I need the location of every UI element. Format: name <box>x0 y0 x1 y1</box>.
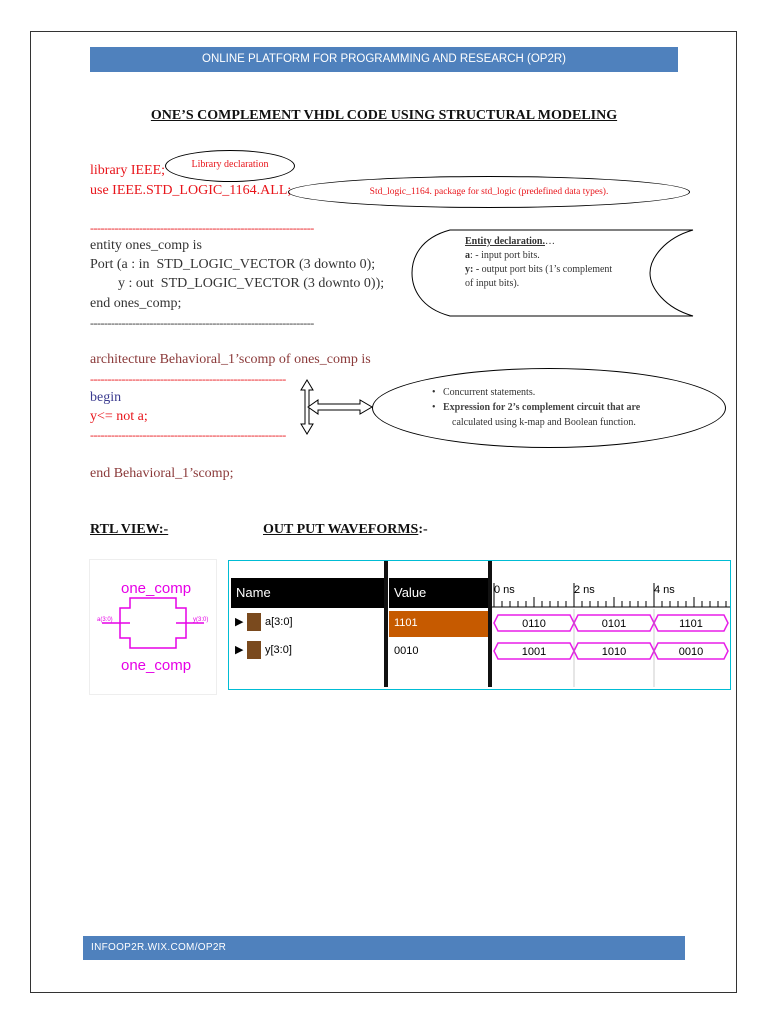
tick-label: 4 ns <box>654 584 675 596</box>
divider-dash: -------------------------------------------------------- <box>90 428 286 442</box>
bus-segment-label: 1001 <box>521 646 547 658</box>
entity-note-a: : - input port bits. <box>470 250 540 261</box>
signal-value-cell <box>389 639 488 665</box>
col-value-header: Value <box>389 578 488 608</box>
code-architecture: architecture Behavioral_1’scomp of ones_comp is <box>90 352 371 367</box>
entity-note-title: Entity declaration. <box>465 236 545 247</box>
concurrent-note-2: Expression for 2’s complement circuit that are <box>443 402 641 413</box>
signal-name: a[3:0] <box>265 616 293 628</box>
signal-value: 0010 <box>394 645 419 657</box>
rtl-view <box>90 560 216 694</box>
code-end: end Behavioral_1’scomp; <box>90 466 234 481</box>
entity-note-title-suffix: … <box>545 236 555 247</box>
bus-icon <box>247 641 261 659</box>
library-note-ellipse <box>165 150 295 182</box>
page-title: ONE’S COMPLEMENT VHDL CODE USING STRUCTURAL MODELING <box>150 108 618 123</box>
package-note-ellipse <box>288 176 690 208</box>
bus-segment-label: 1010 <box>601 646 627 658</box>
header-banner: ONLINE PLATFORM FOR PROGRAMMING AND RESEARCH (OP2R) <box>90 47 678 72</box>
bullet-icon: • <box>432 402 436 413</box>
divider-dash: ---------------------------------------------------------------- <box>90 221 314 235</box>
code-entity-4: end ones_comp; <box>90 296 182 311</box>
signal-value-cell <box>389 611 488 637</box>
concurrent-note-1: Concurrent statements. <box>443 387 536 398</box>
bus-segment-label: 1101 <box>679 618 703 630</box>
code-begin: begin <box>90 390 122 405</box>
concurrent-note-3: calculated using k-map and Boolean function. <box>452 417 636 428</box>
bus-segment-label: 0101 <box>601 618 627 630</box>
waveform-viewer <box>228 560 731 690</box>
waveform-traces <box>492 609 730 687</box>
rtl-port-in: a(3:0) <box>97 617 113 623</box>
library-note: Library declaration <box>191 159 269 170</box>
entity-note-y-label: y: - <box>465 264 480 275</box>
footer-banner: INFOOP2R.WIX.COM/OP2R <box>83 936 685 960</box>
arrow-connector <box>298 378 378 438</box>
tick-label: 0 ns <box>494 584 515 596</box>
divider-dash: -------------------------------------------------------- <box>90 372 286 386</box>
col-name-header: Name <box>231 578 385 608</box>
rtl-bottom-label: one_comp <box>121 657 192 674</box>
code-library: library IEEE; <box>90 163 166 178</box>
expand-arrow-icon[interactable]: ▶ <box>235 616 244 628</box>
time-ruler <box>492 579 730 609</box>
code-entity-1: entity ones_comp is <box>90 238 202 253</box>
code-entity-3: y : out STD_LOGIC_VECTOR (3 downto 0)); <box>90 276 385 291</box>
entity-note <box>465 235 645 291</box>
bus-segment-label: 0010 <box>678 646 704 658</box>
code-statement: y<= not a; <box>90 409 148 424</box>
signal-value: 1101 <box>394 617 418 629</box>
signal-name: y[3:0] <box>265 644 292 656</box>
expand-arrow-icon[interactable]: ▶ <box>235 644 244 656</box>
package-note: Std_logic_1164. package for std_logic (predefined data types). <box>369 187 609 197</box>
concurrent-note <box>432 385 692 430</box>
waveform-label-suffix: :- <box>418 522 428 537</box>
code-use: use IEEE.STD_LOGIC_1164.ALL; <box>90 183 292 198</box>
bullet-icon: • <box>432 387 436 398</box>
rtl-port-out: y(3:0) <box>193 617 209 623</box>
bus-segment-label: 0110 <box>522 618 546 630</box>
rtl-top-label: one_comp <box>121 580 192 597</box>
entity-note-y: output port bits (1’s complement <box>479 264 613 275</box>
signal-row-y[interactable] <box>231 639 385 665</box>
tick-label: 2 ns <box>574 584 595 596</box>
signal-row-a[interactable] <box>231 611 385 637</box>
entity-note-y2: of input bits). <box>465 278 520 289</box>
bus-icon <box>247 613 261 631</box>
divider-dash: ---------------------------------------------------------------- <box>90 316 314 330</box>
waveform-label-text: OUT PUT WAVEFORMS <box>263 522 419 537</box>
rtl-view-label: RTL VIEW:- <box>90 522 169 537</box>
waveform-label <box>263 522 428 538</box>
code-entity-2: Port (a : in STD_LOGIC_VECTOR (3 downto 0); <box>90 257 376 272</box>
entity-note-a-label: a <box>465 250 470 261</box>
